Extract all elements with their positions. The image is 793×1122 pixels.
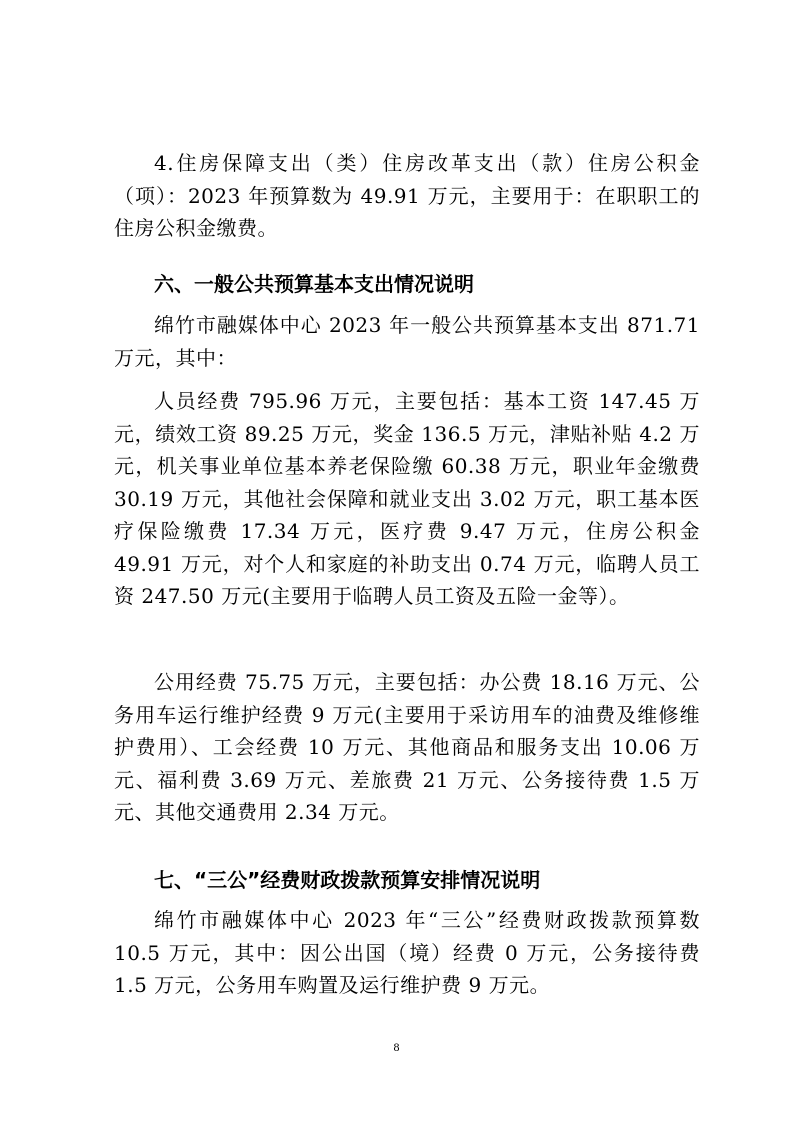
paragraph-public-expenses: 公用经费 75.75 万元，主要包括：办公费 18.16 万元、公务用车运行维护经费 9 万元(主要用于采访用车的油费及维修维护费用）、工会经费 10 万元、其他商品和服务支出 10.06 万元、福利费 3.69 万元、差旅费 21 万元、公务接待费 1.5 万元、其他交通费用 2.34 万元。 [114, 670, 700, 824]
paragraph-three-public-expenses: 绵竹市融媒体中心 2023 年“三公”经费财政拨款预算数 10.5 万元，其中：因公出国（境）经费 0 万元，公务接待费 1.5 万元，公务用车购置及运行维护费 9 万元。 [114, 908, 700, 997]
page-number: 8 [393, 1040, 400, 1054]
section-heading-6: 六、一般公共预算基本支出情况说明 [154, 272, 474, 296]
paragraph-personnel-expenses: 人员经费 795.96 万元，主要包括：基本工资 147.45 万元，绩效工资 89.25 万元，奖金 136.5 万元，津贴补贴 4.2 万元，机关事业单位基本养老保险缴 60.38 万元，职业年金缴费 30.19 万元，其他社会保障和就业支出 3.02 万元，职工基本医疗保险缴费 17.34 万元，医疗费 9.47 万元，住房公积金 49.91 万元，对个人和家庭的补助支出 0.74 万元，临聘人员工资 247.50 万元(主要用于临聘人员工资及五险一金等）。 [114, 389, 700, 608]
paragraph-basic-expenditure: 绵竹市融媒体中心 2023 年一般公共预算基本支出 871.71 万元，其中： [114, 313, 700, 370]
paragraph-housing-fund: 4.住房保障支出（类）住房改革支出（款）住房公积金（项）：2023 年预算数为 49.91 万元，主要用于：在职职工的住房公积金缴费。 [114, 151, 700, 240]
section-heading-7: 七、“三公”经费财政拨款预算安排情况说明 [154, 868, 541, 892]
